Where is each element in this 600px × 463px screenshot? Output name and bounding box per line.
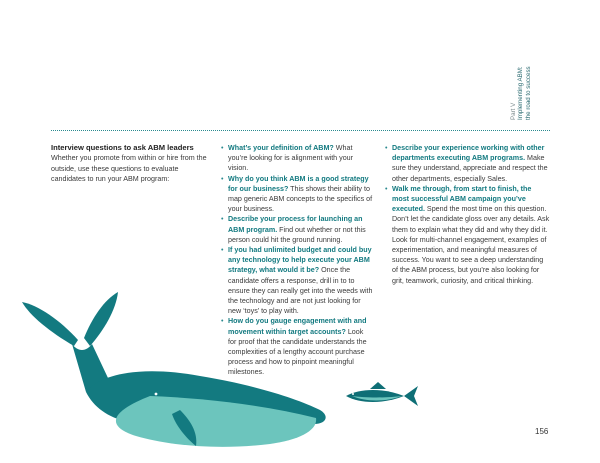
part-label: Part V [510,102,517,120]
bullet: • [385,144,388,152]
question-guidance: Find out whether or not this person could hit the ground running. [228,225,366,244]
bullet: • [221,215,224,224]
question-guidance: This shows their ability to map generic ABM concepts to the specifics of your business. [228,184,373,214]
question-text: What’s your definition of ABM? [228,144,334,152]
whale-illustration [22,292,326,447]
question-text: Describe your experience working with other departments executing ABM programs. [392,144,545,163]
question-guidance: Look for proof that the candidate understands the complexities of a lengthy account purchase process and how to pinpoint meaningful milestones. [228,327,367,377]
question-text: Why do you think ABM is a good strategy for our business? [228,174,369,193]
bullet: • [221,174,224,183]
question-guidance: What you’re looking for is alignment with your vision. [228,144,354,173]
intro-heading: Interview questions to ask ABM leaders [51,143,194,152]
bullet: • [221,317,224,326]
bullet: • [221,144,224,152]
intro-text: Whether you promote from within or hire from the outside, use these questions to evaluate candidates to run your ABM program: [51,154,207,183]
bullet: • [385,184,388,193]
question-text: Walk me through, from start to finish, the most successful ABM campaign you’ve executed. [392,184,532,214]
section-title-line1: Implementing ABM: [517,66,525,120]
question-guidance: Spend the most time on this question. Don’t let the candidate gloss over any details. Ask them to explain what they did and why they did it. Look for multi-channel engagement, examples of experimentation, and meaningful measures of success. You want to see a deep understanding of the ABM process, but you’re also looking for grit, teamwork, curiosity, and critical thinking. [392,205,550,285]
question-text: Describe your process for launching an ABM program. [228,215,363,234]
question-guidance: Once the candidate offers a response, drill in to to ensure they can really get into the weeds with the technology and are not just looking for new ‘toys’ to play with. [228,266,373,316]
bullet: • [221,246,224,255]
question-text: If you had unlimited budget and could buy any technology to help execute your ABM strategy, what would it be? [228,246,372,275]
section-title-line2: the road to success [524,66,532,120]
fish-illustration [346,382,418,406]
page-number: 156 [535,427,549,436]
question-guidance: Make sure they understand, appreciate and respect the other departments, especially Sales. [392,154,548,183]
question-text: How do you gauge engagement with and movement within target accounts? [228,317,367,336]
